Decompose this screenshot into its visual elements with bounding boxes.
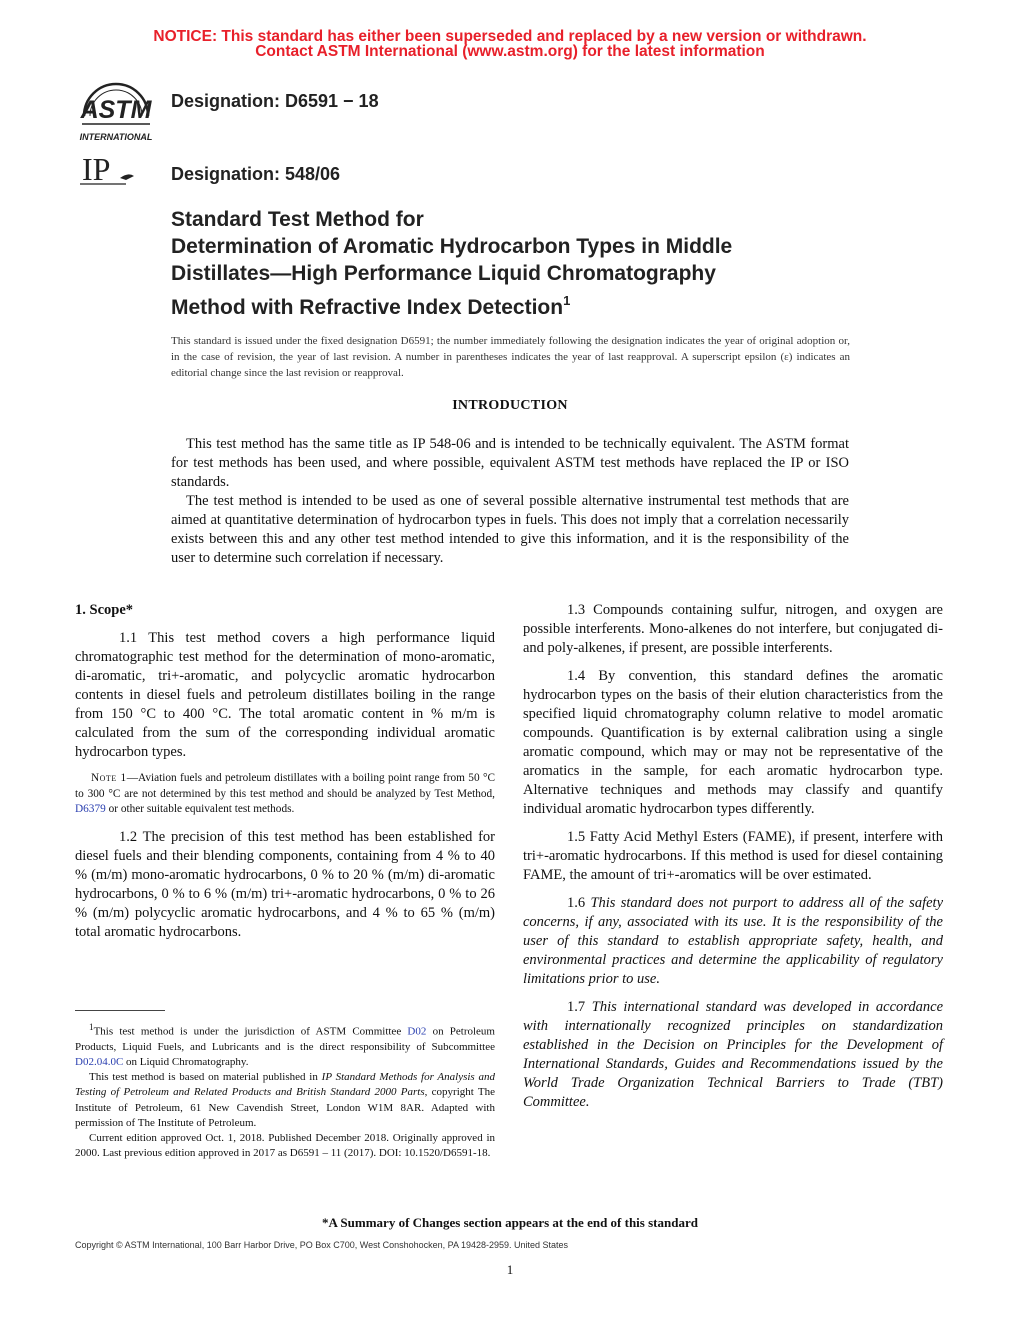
paragraph-1-5: 1.5 Fatty Acid Methyl Esters (FAME), if present, interfere with tri+-aromatic hydrocarbons. If this method is used for diesel containing FAME, the amount of tri+-aromatics will be over estimated. [523, 829, 943, 883]
paragraph-1-2: 1.2 The precision of this test method has been established for diesel fuels and their blending components, containing from 4 % to 40 % (m/m) mono-aromatic hydrocarbons, 0 % to 20 % (m/m) di-aromatic hydrocarbons, 0 % to 6 % (m/m) tri+-aromatic hydrocarbons, 0 % to 26 % (m/m) polycyclic aromatic hydrocarbons, and 4 % to 65 % (m/m) total aromatic hydrocarbons. [75, 828, 495, 940]
note-1 [75, 771, 495, 818]
footnote-2-italic: IP Standard Methods for Analysis and Testing of Petroleum and Related Products and British Standard 2000 Parts [75, 1071, 495, 1099]
footnote-1-text-b: on Petroleum Products, Liquid Fuels, and Lubricants and is the direct responsibility of Subcommittee [75, 1025, 495, 1053]
link-d02-04-0c[interactable]: D02.04.0C [75, 1056, 124, 1069]
footnote-1-text-a: This test method is under the jurisdiction of ASTM Committee [93, 1025, 408, 1038]
footnote-1-text-c: on Liquid Chromatography. [123, 1056, 249, 1069]
ip-designation: Designation: 548/06 [171, 164, 341, 184]
note-1-text-a: —Aviation fuels and petroleum distillates with a boiling point range from 50 °C to 300 °C are not determined by this test method and should be analyzed by Test Method, [75, 772, 496, 800]
standard-title [171, 206, 871, 321]
astm-logo [70, 76, 162, 146]
title-footnote-mark: 1 [563, 293, 571, 308]
preamble: This standard is issued under the fixed designation D6591; the number immediately following the designation indicates the year of original adoption or, in the case of revision, the year of last revision. A number in parentheses indicates the year of last reapproval. A superscript epsilon (ε) indicates an editorial change since the last revision or reapproval. [171, 335, 850, 379]
notice-line-1: NOTICE: This standard has either been superseded and replaced by a new version or withdrawn. [153, 28, 867, 45]
note-1-label: Note 1 [91, 772, 127, 784]
paragraph-1-4: 1.4 By convention, this standard defines the aromatic hydrocarbon types on the basis of their elution characteristics from the specified liquid chromatography column relative to model aromatic compounds. Quantification is by external calibration using a single aromatic compound, which may or may not be representative of the aromatics in the sample, for each aromatic hydrocarbon type. Alternative techniques and methods may classify and quantify individual aromatic hydrocarbon types differently. [523, 668, 943, 817]
notice-line-2: Contact ASTM International (www.astm.org) for the latest information [255, 43, 765, 60]
introduction-heading: INTRODUCTION [452, 398, 568, 413]
paragraph-1-7 [523, 998, 943, 1112]
title-line-3: Distillates—High Performance Liquid Chromatography [171, 262, 716, 285]
ip-logo-text: IP [82, 151, 111, 187]
title-line-1: Standard Test Method for [171, 208, 424, 231]
introduction-paragraph-2: The test method is intended to be used as one of several possible alternative instrumental test methods that are aimed at quantitative determination of hydrocarbon types in fuels. This does not imply that a correlation necessarily exists between this and any other test method intended to give this information, and it is the responsibility of the user to determine such correlation if necessary. [171, 493, 849, 566]
paragraph-1-1: 1.1 This test method covers a high performance liquid chromatographic test method for the determination of mono-aromatic, di-aromatic, tri+-aromatic, and polycyclic aromatic hydrocarbon contents in diesel fuels and petroleum distillates boiling in the range from 150 °C to 400 °C. The total aromatic content in % m/m is calculated from the sum of the corresponding individual aromatic hydrocarbon types. [75, 630, 495, 760]
paragraph-1-7-number: 1.7 [567, 999, 592, 1015]
footnote-2 [75, 1070, 495, 1131]
paragraph-1-6 [523, 894, 943, 989]
footnote-3: Current edition approved Oct. 1, 2018. Published December 2018. Originally approved in 2000. Last previous edition approved in 2017 as D6591 – 11 (2017). DOI: 10.1520/D6591-18. [75, 1132, 495, 1160]
ip-logo [76, 150, 146, 190]
footnote-1-mark: 1 [89, 1022, 94, 1032]
introduction-paragraph-1: This test method has the same title as IP 548-06 and is intended to be technically equivalent. The ASTM format for test methods has been used, and where possible, equivalent ASTM test methods have replaced the IP or ISO standards. [171, 436, 849, 490]
note-1-text-b: or other suitable equivalent test methods. [105, 803, 295, 815]
section-heading-scope: 1. Scope* [75, 602, 133, 618]
summary-of-changes-note: *A Summary of Changes section appears at the end of this standard [322, 1215, 698, 1230]
footnote-2-text-b: , copyright The Institute of Petroleum, 61 New Cavendish Street, London W1M 8AR. Adapted with permission of The Institute of Petroleum. [75, 1086, 496, 1129]
left-column [75, 601, 495, 951]
paragraph-1-7-text: This international standard was developed in accordance with internationally recognized principles on standardization established in the Decision on Principles for the Development of International Standards, Guides and Recommendations issued by the World Trade Organization Technical Barriers to Trade (TBT) Committee. [523, 999, 944, 1110]
right-column [523, 601, 943, 1121]
title-line-4 [171, 287, 871, 321]
astm-logo-text: ASTM [80, 96, 152, 124]
title-line-2: Determination of Aromatic Hydrocarbon Types in Middle [171, 235, 733, 258]
footnote-1 [75, 1020, 495, 1070]
paragraph-1-6-text: This standard does not purport to address all of the safety concerns, if any, associated with its use. It is the responsibility of the user of this standard to establish appropriate safety, health, and environmental practices and determine the applicability of regulatory limitations prior to use. [523, 895, 944, 987]
page-number: 1 [506, 1262, 514, 1277]
copyright-line: Copyright © ASTM International, 100 Barr Harbor Drive, PO Box C700, West Conshohocken, PA 19428-2959. United States [75, 1240, 569, 1250]
link-d02[interactable]: D02 [407, 1025, 427, 1038]
astm-designation: Designation: D6591 − 18 [171, 91, 379, 111]
link-d6379[interactable]: D6379 [75, 803, 106, 815]
footnote-2-text-a: This test method is based on material published in [89, 1071, 322, 1084]
footnotes [75, 1020, 495, 1161]
footnote-divider [75, 1010, 165, 1011]
astm-logo-subtext: INTERNATIONAL [79, 132, 153, 142]
title-line-4-text: Method with Refractive Index Detection [171, 296, 564, 319]
paragraph-1-6-number: 1.6 [567, 895, 591, 911]
paragraph-1-3: 1.3 Compounds containing sulfur, nitrogen, and oxygen are possible interferents. Mono-alkenes do not interfere, but conjugated di- and poly-alkenes, if present, are possible interferents. [523, 602, 943, 656]
